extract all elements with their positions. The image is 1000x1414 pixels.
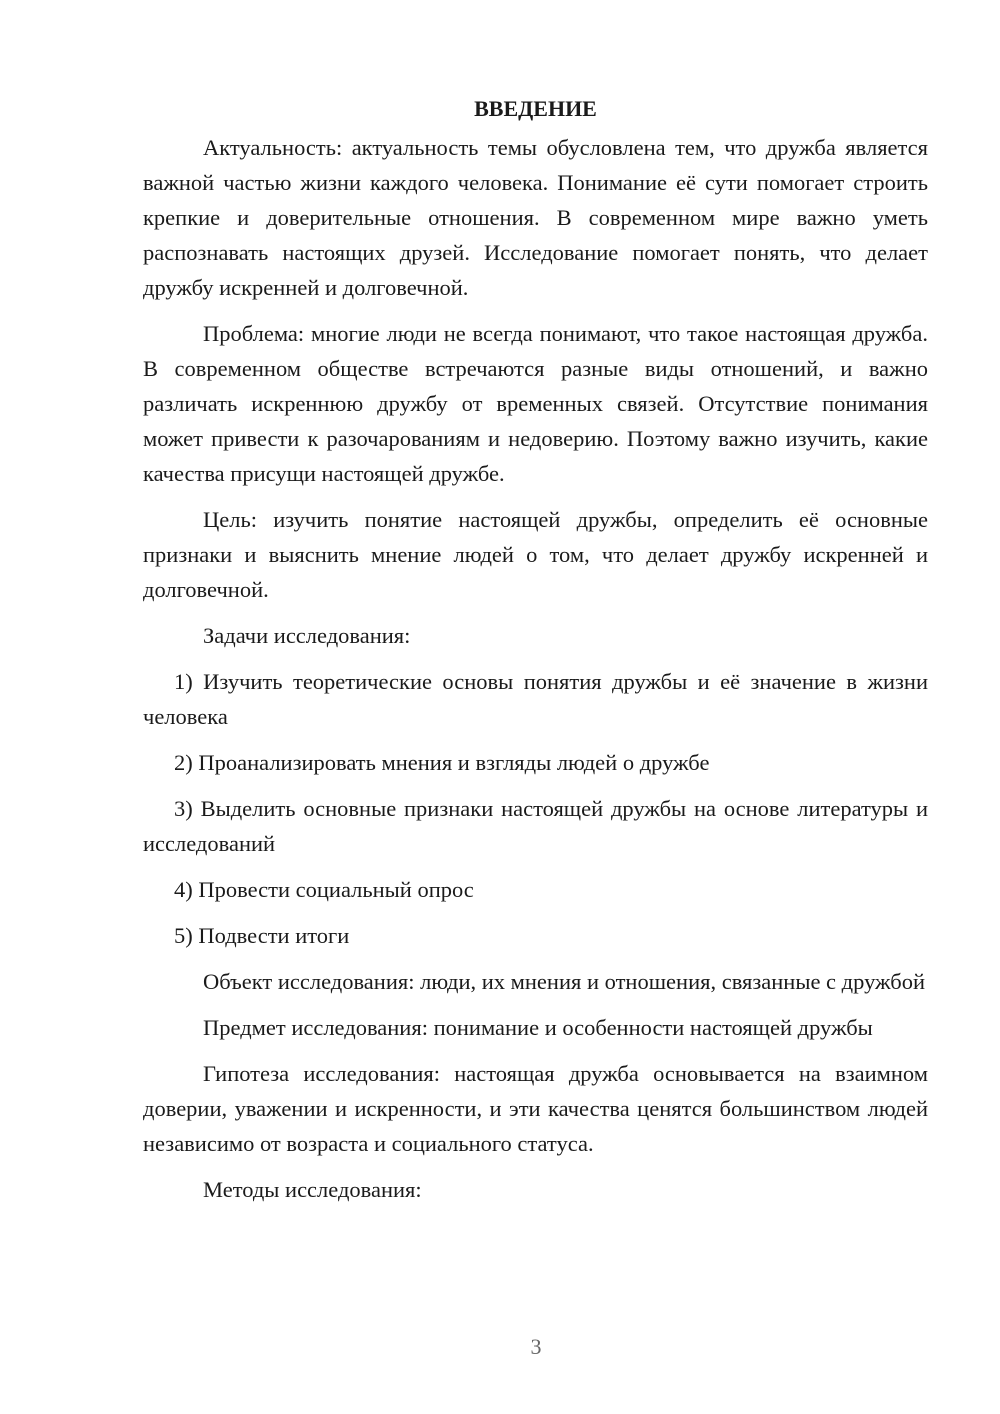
section-title: ВВЕДЕНИЕ — [474, 96, 597, 121]
relevance-paragraph: Актуальность: актуальность темы обусловлена тем, что дружба является важной частью жизни каждого человека. Понимание её сути помогает строить крепкие и доверительные отношения. В современном мире важно уметь распознавать настоящих друзей. Исследование помогает понять, что делает дружбу искренней и долговечной. — [143, 135, 928, 300]
page-number: 3 — [530, 1334, 542, 1359]
problem-paragraph: Проблема: многие люди не всегда понимают, что такое настоящая дружба. В современном обществе встречаются разные виды отношений, и важно различать искреннюю дружбу от временных связей. Отсутствие понимания может привести к разочарованиям и недоверию. Поэтому важно изучить, какие качества присущи настоящей дружбе. — [143, 321, 928, 486]
goal-paragraph: Цель: изучить понятие настоящей дружбы, определить её основные признаки и выяснить мнение людей о том, что делает дружбу искренней и долговечной. — [143, 507, 928, 602]
tasks-heading: Задачи исследования: — [203, 623, 411, 648]
task-item-3: 3) Выделить основные признаки настоящей дружбы на основе литературы и исследований — [143, 796, 928, 856]
task-item-2: 2) Проанализировать мнения и взгляды людей о дружбе — [174, 750, 710, 775]
subject-paragraph: Предмет исследования: понимание и особенности настоящей дружбы — [203, 1015, 873, 1040]
hypothesis-paragraph: Гипотеза исследования: настоящая дружба основывается на взаимном доверии, уважении и искренности, и эти качества ценятся большинством людей независимо от возраста и социального статуса. — [143, 1061, 928, 1156]
task-item-5: 5) Подвести итоги — [174, 923, 350, 948]
object-paragraph: Объект исследования: люди, их мнения и отношения, связанные с дружбой — [203, 969, 926, 994]
document-page — [143, 92, 928, 1207]
task-item-1: 1) Изучить теоретические основы понятия дружбы и её значение в жизни человека — [143, 669, 928, 729]
methods-heading: Методы исследования: — [203, 1177, 422, 1202]
task-item-4: 4) Провести социальный опрос — [174, 877, 474, 902]
